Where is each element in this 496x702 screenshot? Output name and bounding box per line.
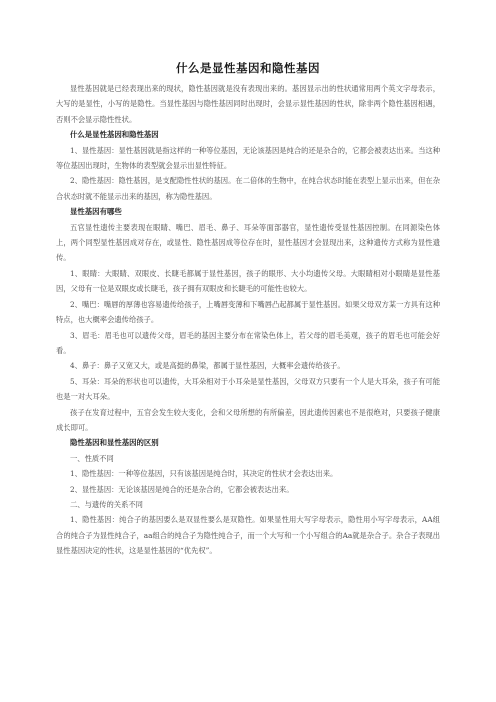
paragraph: 2、隐性基因：隐性基因，是支配隐性性状的基因。在二倍体的生物中，在纯合状态时能在表型上显示出来，但在杂合状态时就不能显示出来的基因，称为隐性基因。	[56, 176, 440, 201]
paragraph: 五官显性遗传主要表现在眼睛、嘴巴、眉毛、鼻子、耳朵等面部器官，显性遗传受显性基因控制。在同源染色体上，两个同型显性基因成对存在，或显性、隐性基因成等位存在时，显性基因才会显现出来，这种遗传方式称为显性遗传。	[56, 222, 440, 263]
paragraph: 3、眉毛：眉毛也可以遗传父母，眉毛的基因主要分布在常染色体上，若父母的眉毛美观，孩子的眉毛也可能会好看。	[56, 330, 440, 355]
paragraph: 一、性质不同	[70, 453, 114, 463]
paragraph: 2、显性基因：无论该基因是纯合的还是杂合的，它都会被表达出来。	[70, 484, 294, 494]
paragraph: 孩子在发育过程中，五官会发生较大变化，会和父母所想的有所偏差，因此遗传因素也不是很绝对，只要孩子健康成长即可。	[56, 407, 440, 432]
paragraph: 2、嘴巴：嘴唇的厚薄也容易遗传给孩子，上嘴唇变薄和下嘴唇凸起都属于显性基因。如果父母双方某一方具有这种特点，也大概率会遗传给孩子。	[56, 299, 440, 325]
document-title: 什么是显性基因和隐性基因	[176, 61, 320, 75]
paragraph: 1、隐性基因：一种等位基因，只有该基因是纯合时，其决定的性状才会表达出来。	[70, 469, 338, 479]
paragraph: 1、眼睛：大眼睛、双眼皮、长睫毛都属于显性基因，孩子的眼形、大小均遗传父母。大眼睛相对小眼睛是显性基因，父母有一位是双眼皮或长睫毛，孩子拥有双眼皮和长睫毛的可能性也较大。	[56, 268, 440, 294]
paragraph: 显性基因就是已经表现出来的现状，隐性基因就是没有表现出来的。基因显示出的性状通常用两个英文字母表示，大写的是显性，小写的是隐性。当显性基因与隐性基因同时出现时，会显示显性基因的性状，除非两个隐性基因相遇，否则不会显示隐性性状。	[56, 84, 440, 124]
paragraph: 1、隐性基因：纯合子的基因要么是双显性要么是双隐性。如果显性用大写字母表示，隐性用小写字母表示，AA组合的纯合子为显性纯合子，aa组合的纯合子为隐性纯合子，而一个大写和一个小写组合的Aa就是杂合子。杂合子表现出显性基因决定的性状，这是显性基因的“优先权”。	[56, 515, 440, 556]
section-heading: 隐性基因和显性基因的区别	[70, 438, 159, 448]
section-heading: 显性基因有哪些	[70, 207, 122, 217]
paragraph: 1、显性基因：显性基因就是指这样的一种等位基因，无论该基因是纯合的还是杂合的，它都会被表达出来。当这种等位基因出现时，生物体的表型就会显示出显性特征。	[56, 145, 440, 171]
paragraph: 二、与遗传的关系不同	[70, 499, 143, 509]
paragraph: 4、鼻子：鼻子又宽又大，或是高挺的鼻梁，都属于显性基因，大概率会遗传给孩子。	[70, 361, 345, 371]
document-body	[56, 81, 440, 559]
paragraph: 5、耳朵：耳朵的形状也可以遗传，大耳朵相对于小耳朵是显性基因，父母双方只要有一个人是大耳朵，孩子有可能也是一对大耳朵。	[56, 376, 440, 402]
section-heading: 什么是显性基因和隐性基因	[70, 130, 159, 140]
